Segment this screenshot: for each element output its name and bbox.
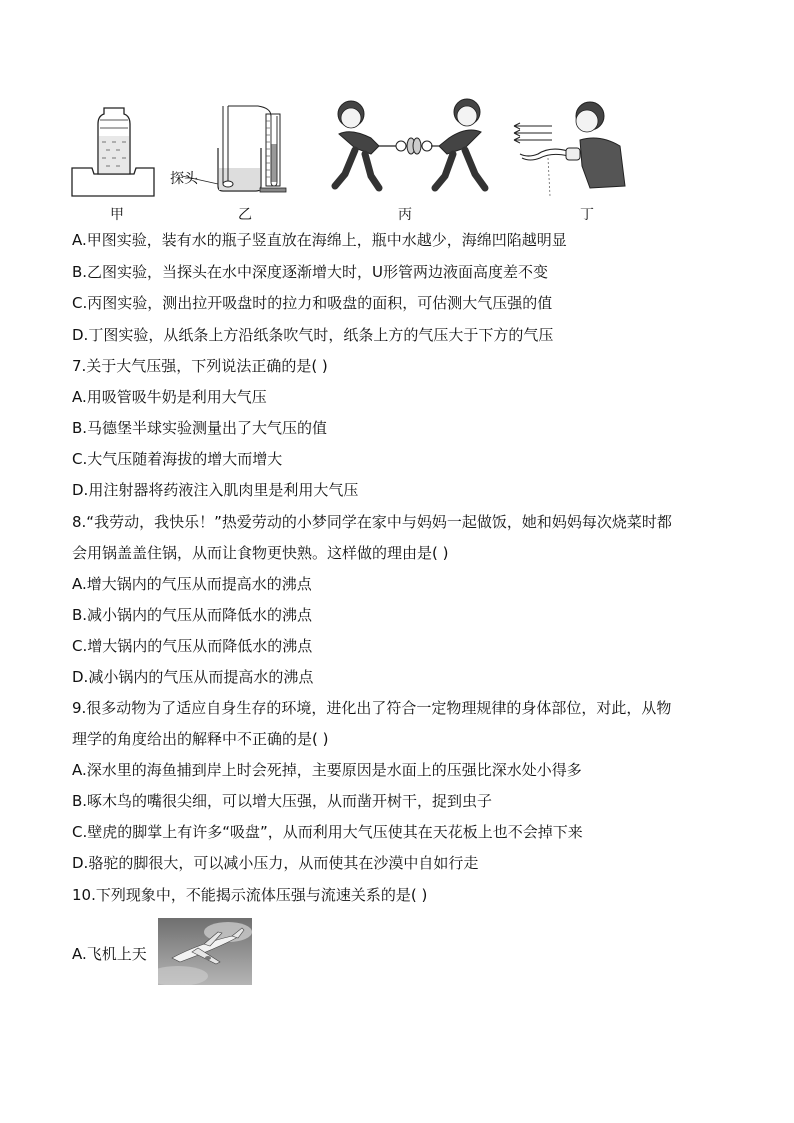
q8-option-b: B.减小锅内的气压从而降低水的沸点 xyxy=(72,606,313,624)
figure-label-jia: 甲 xyxy=(110,207,124,223)
suction-cup-tug-figure xyxy=(325,96,495,201)
q7-option-d: D.用注射器将药液注入肌肉里是利用大气压 xyxy=(72,481,359,499)
figure-label-ding: 丁 xyxy=(580,207,594,223)
q8-option-d: D.减小锅内的气压从而提高水的沸点 xyxy=(72,668,314,686)
q9-stem-line2: 理学的角度给出的解释中不正确的是( ) xyxy=(72,730,329,748)
q8-option-a: A.增大锅内的气压从而提高水的沸点 xyxy=(72,575,312,593)
blowing-paper-strip-figure xyxy=(510,96,630,201)
figure-label-bing: 丙 xyxy=(398,207,412,223)
q6-option-b: B.乙图实验，当探头在水中深度逐渐增大时，U形管两边液面高度差不变 xyxy=(72,263,549,281)
q9-option-a: A.深水里的海鱼捕到岸上时会死掉，主要原因是水面上的压强比深水处小得多 xyxy=(72,761,582,779)
q8-stem-line2: 会用锅盖盖住锅，从而让食物更快熟。这样做的理由是( ) xyxy=(72,544,449,562)
q9-stem-line1: 9.很多动物为了适应自身生存的环境，进化出了符合一定物理规律的身体部位，对此，从物 xyxy=(72,699,672,717)
q9-option-d: D.骆驼的脚很大，可以减小压力，从而使其在沙漠中自如行走 xyxy=(72,854,479,872)
q8-stem-line1: 8.“我劳动，我快乐！”热爱劳动的小梦同学在家中与妈妈一起做饭，她和妈妈每次烧菜时都 xyxy=(72,513,672,531)
q9-option-b: B.啄木鸟的嘴很尖细，可以增大压强，从而凿开树干，捉到虫子 xyxy=(72,792,493,810)
q7-stem: 7.关于大气压强，下列说法正确的是( ) xyxy=(72,357,328,375)
q6-option-a: A.甲图实验，装有水的瓶子竖直放在海绵上，瓶中水越少，海绵凹陷越明显 xyxy=(72,231,567,249)
airplane-photo xyxy=(158,918,252,985)
q9-option-c: C.壁虎的脚掌上有许多“吸盘”，从而利用大气压使其在天花板上也不会掉下来 xyxy=(72,823,583,841)
q7-option-c: C.大气压随着海拔的增大而增大 xyxy=(72,450,283,468)
probe-label: 探头 xyxy=(170,171,198,187)
bottle-on-sponge-figure xyxy=(70,96,160,201)
q10-stem: 10.下列现象中，不能揭示流体压强与流速关系的是( ) xyxy=(72,886,428,904)
q7-option-b: B.马德堡半球实验测量出了大气压的值 xyxy=(72,419,328,437)
q6-option-d: D.丁图实验，从纸条上方沿纸条吹气时，纸条上方的气压大于下方的气压 xyxy=(72,326,554,344)
figure-label-yi: 乙 xyxy=(238,207,252,223)
experiment-figures xyxy=(70,96,630,226)
q7-option-a: A.用吸管吸牛奶是利用大气压 xyxy=(72,388,267,406)
q8-option-c: C.增大锅内的气压从而降低水的沸点 xyxy=(72,637,313,655)
q6-option-c: C.丙图实验，测出拉开吸盘时的拉力和吸盘的面积，可估测大气压强的值 xyxy=(72,294,553,312)
q10-option-a: A.飞机上天 xyxy=(72,945,147,963)
